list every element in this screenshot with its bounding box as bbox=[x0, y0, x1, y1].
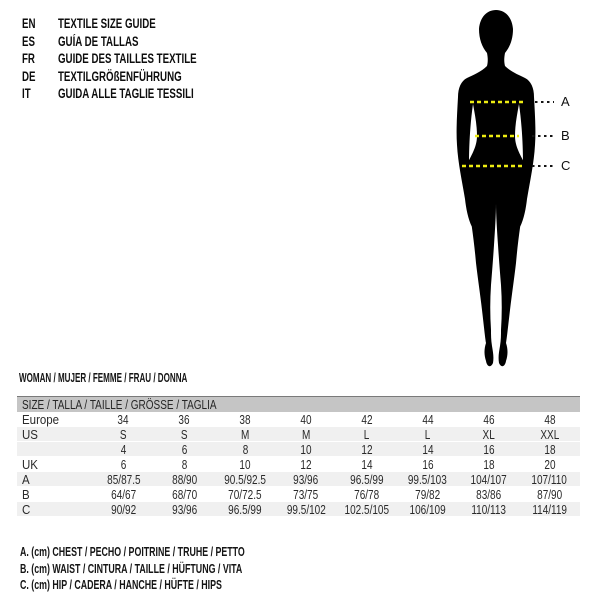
size-cell: 107/110 bbox=[531, 472, 568, 487]
size-cell: 18 bbox=[483, 457, 495, 472]
size-table-row bbox=[17, 502, 580, 517]
row-label: A bbox=[22, 472, 30, 487]
size-cell: XL bbox=[482, 427, 495, 442]
size-cell: 44 bbox=[422, 412, 434, 427]
size-table-row bbox=[17, 427, 580, 442]
language-row bbox=[22, 68, 281, 86]
size-cell: 110/113 bbox=[471, 502, 507, 517]
size-cell: 40 bbox=[300, 412, 312, 427]
size-cell: 36 bbox=[178, 412, 190, 427]
size-table bbox=[17, 396, 580, 517]
size-cell: 87/90 bbox=[537, 487, 563, 502]
language-row bbox=[22, 85, 281, 103]
size-cell: 104/107 bbox=[470, 472, 507, 487]
size-cell: 83/86 bbox=[476, 487, 502, 502]
row-label: B bbox=[22, 487, 30, 502]
size-cell: 4 bbox=[120, 442, 127, 457]
size-cell: 20 bbox=[544, 457, 556, 472]
row-label: C bbox=[22, 502, 31, 517]
language-row bbox=[22, 15, 281, 33]
size-cell: L bbox=[364, 427, 370, 442]
size-table-row bbox=[17, 487, 580, 502]
size-cell: S bbox=[180, 427, 188, 442]
section-title: WOMAN / MUJER / FEMME / FRAU / DONNA bbox=[19, 370, 188, 385]
size-cell: 114/119 bbox=[532, 502, 567, 517]
size-cell: 8 bbox=[242, 442, 248, 457]
size-cell: 10 bbox=[239, 457, 251, 472]
size-cell: 90.5/92.5 bbox=[224, 472, 267, 487]
woman-silhouette-icon bbox=[457, 10, 536, 366]
size-cell: 73/75 bbox=[293, 487, 319, 502]
size-cell: 34 bbox=[117, 412, 129, 427]
size-table-row bbox=[17, 457, 580, 472]
size-cell: 85/87.5 bbox=[106, 472, 141, 487]
size-cell: 38 bbox=[239, 412, 251, 427]
size-cell: 88/90 bbox=[171, 472, 197, 487]
size-cell: 48 bbox=[544, 412, 556, 427]
size-cell: 99.5/102 bbox=[286, 502, 326, 517]
size-cell: 70/72.5 bbox=[228, 487, 262, 502]
language-title: GUIDE DES TAILLES TEXTILE bbox=[58, 51, 197, 67]
size-table-body bbox=[17, 412, 580, 517]
size-cell: 12 bbox=[361, 442, 373, 457]
size-table-row bbox=[17, 442, 580, 457]
size-cell: XXL bbox=[540, 427, 560, 442]
language-code: ES bbox=[22, 33, 35, 49]
size-table-row bbox=[17, 472, 580, 487]
row-label: UK bbox=[22, 457, 38, 472]
size-cell: 6 bbox=[181, 442, 188, 457]
measure-legend bbox=[20, 544, 540, 594]
language-title: GUIDA ALLE TAGLIE TESSILI bbox=[58, 86, 194, 102]
size-cell: 68/70 bbox=[171, 487, 197, 502]
size-cell: 16 bbox=[483, 442, 495, 457]
size-cell: 10 bbox=[300, 442, 312, 457]
size-cell: M bbox=[241, 427, 250, 442]
size-cell: 90/92 bbox=[110, 502, 136, 517]
legend-line-hip: C. (cm) HIP / CADERA / HANCHE / HÜFTE / HIPS bbox=[20, 577, 222, 592]
size-cell: 14 bbox=[361, 457, 373, 472]
language-title: TEXTILE SIZE GUIDE bbox=[58, 16, 156, 32]
size-cell: 79/82 bbox=[415, 487, 441, 502]
size-cell: 76/78 bbox=[354, 487, 380, 502]
size-cell: 99.5/103 bbox=[408, 472, 448, 487]
size-table-row bbox=[17, 412, 580, 427]
size-cell: 6 bbox=[120, 457, 127, 472]
size-cell: 102.5/105 bbox=[344, 502, 390, 517]
row-label: Europe bbox=[22, 412, 60, 427]
size-cell: 96.5/99 bbox=[350, 472, 384, 487]
size-table-header-label: SIZE / TALLA / TAILLE / GRÖSSE / TAGLIA bbox=[22, 397, 217, 412]
size-cell: 46 bbox=[483, 412, 495, 427]
language-row bbox=[22, 50, 281, 68]
row-label bbox=[17, 443, 93, 457]
size-cell: 64/67 bbox=[110, 487, 136, 502]
size-cell: L bbox=[425, 427, 431, 442]
label-hip-c: C bbox=[561, 158, 571, 173]
size-cell: 8 bbox=[181, 457, 188, 472]
size-cell: 14 bbox=[422, 442, 434, 457]
language-code: FR bbox=[22, 51, 35, 67]
language-code: EN bbox=[22, 16, 36, 32]
body-figure bbox=[416, 5, 576, 370]
label-waist-b: B bbox=[561, 128, 570, 143]
row-label: US bbox=[22, 427, 38, 442]
legend-line-waist: B. (cm) WAIST / CINTURA / TAILLE / HÜFTUNG / VITA bbox=[20, 560, 243, 576]
label-chest-a: A bbox=[561, 94, 570, 109]
language-row bbox=[22, 33, 281, 51]
size-cell: 93/96 bbox=[293, 472, 319, 487]
size-cell: 42 bbox=[361, 412, 373, 427]
size-cell: M bbox=[301, 427, 311, 442]
size-cell: 93/96 bbox=[171, 502, 197, 517]
language-list bbox=[22, 15, 382, 103]
size-cell: S bbox=[120, 427, 127, 442]
size-cell: 12 bbox=[300, 457, 312, 472]
size-table-header bbox=[17, 397, 580, 412]
language-code: DE bbox=[22, 68, 36, 84]
legend-line-chest: A. (cm) CHEST / PECHO / POITRINE / TRUHE / PETTO bbox=[20, 544, 245, 559]
language-title: GUÍA DE TALLAS bbox=[58, 33, 139, 49]
size-cell: 106/109 bbox=[409, 502, 446, 517]
language-code: IT bbox=[22, 86, 31, 102]
language-title: TEXTILGRÖßENFÜHRUNG bbox=[58, 68, 182, 84]
size-cell: 18 bbox=[544, 442, 556, 457]
size-cell: 96.5/99 bbox=[228, 502, 262, 517]
size-cell: 16 bbox=[422, 457, 434, 472]
